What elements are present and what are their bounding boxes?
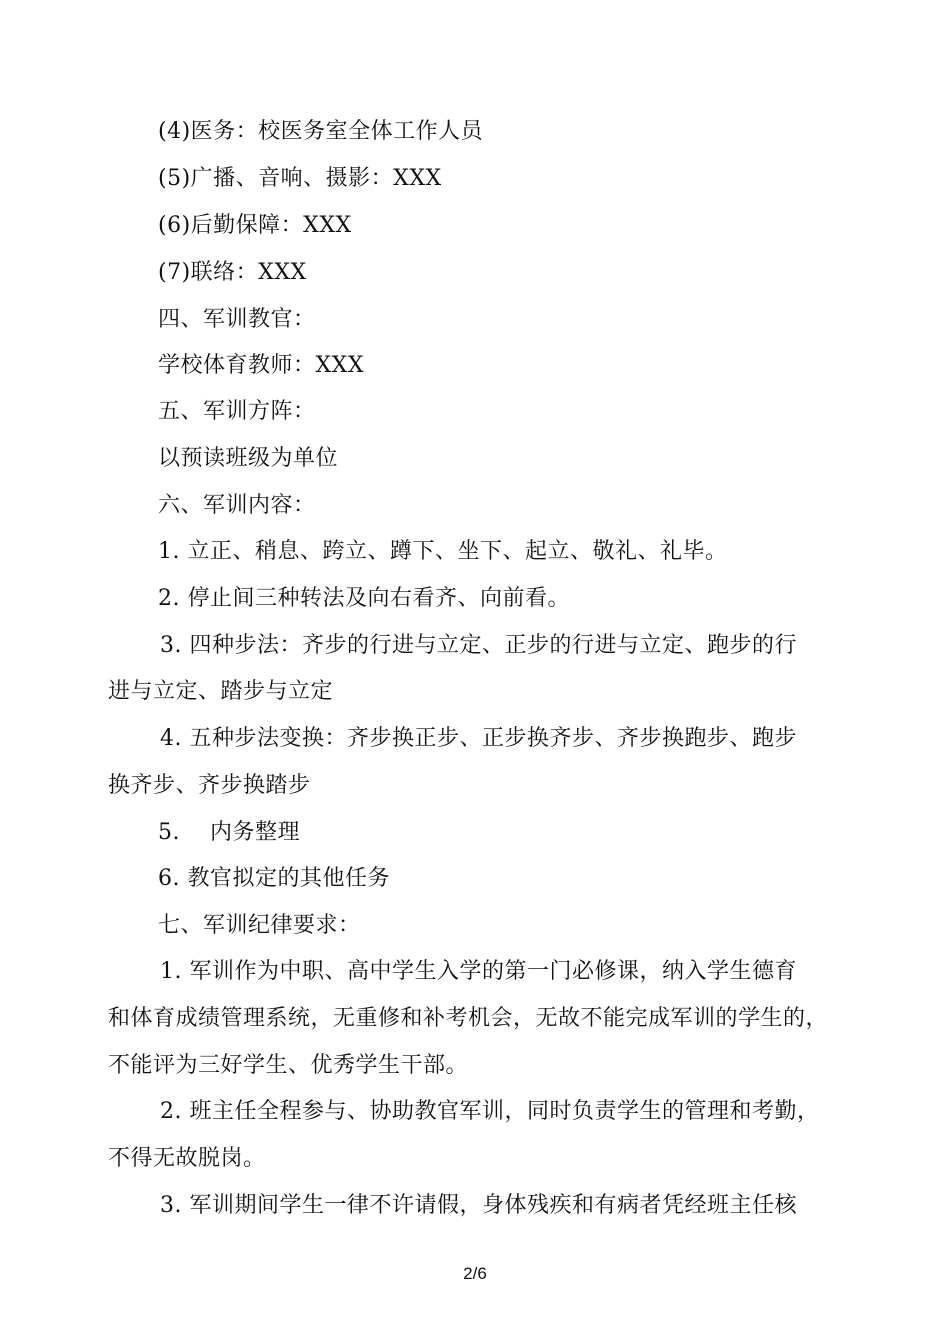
list-item-continuation: 换齐步、齐步换踏步 bbox=[108, 773, 311, 798]
list-item-continuation: 和体育成绩管理系统，无重修和补考机会，无故不能完成军训的学生的， bbox=[108, 1006, 829, 1031]
list-item: 3. 军训期间学生一律不许请假，身体残疾和有病者凭经班主任核 bbox=[160, 1193, 797, 1218]
list-item: 4. 五种步法变换：齐步换正步、正步换齐步、齐步换跑步、跑步 bbox=[160, 726, 797, 751]
list-item-continuation: 进与立定、踏步与立定 bbox=[108, 679, 334, 704]
list-item: 1. 军训作为中职、高中学生入学的第一门必修课，纳入学生德育 bbox=[160, 959, 797, 984]
section-heading: 四、军训教官： bbox=[158, 307, 316, 332]
text-line: 学校体育教师：XXX bbox=[158, 353, 364, 378]
text-line: (4)医务：校医务室全体工作人员 bbox=[158, 119, 484, 144]
text-line: 以预读班级为单位 bbox=[158, 446, 339, 471]
list-item: 2. 停止间三种转法及向右看齐、向前看。 bbox=[158, 586, 570, 611]
text-line: (7)联络：XXX bbox=[158, 260, 307, 285]
list-item-continuation: 不能评为三好学生、优秀学生干部。 bbox=[108, 1053, 469, 1078]
section-heading: 五、军训方阵： bbox=[158, 399, 316, 424]
list-item: 1. 立正、稍息、跨立、蹲下、坐下、起立、敬礼、礼毕。 bbox=[158, 539, 728, 564]
list-item-continuation: 不得无故脱岗。 bbox=[108, 1146, 266, 1171]
list-item: 3. 四种步法：齐步的行进与立定、正步的行进与立定、跑步的行 bbox=[160, 633, 797, 658]
text-line: (5)广播、音响、摄影：XXX bbox=[158, 166, 442, 191]
section-heading: 六、军训内容： bbox=[158, 493, 316, 518]
section-heading: 七、军训纪律要求： bbox=[158, 913, 361, 938]
text-line: (6)后勤保障：XXX bbox=[158, 213, 352, 238]
page-number: 2/6 bbox=[463, 1264, 487, 1283]
list-item: 6. 教官拟定的其他任务 bbox=[158, 866, 390, 891]
list-item: 5. 内务整理 bbox=[158, 820, 300, 845]
list-item: 2. 班主任全程参与、协助教官军训，同时负责学生的管理和考勤， bbox=[160, 1099, 820, 1124]
